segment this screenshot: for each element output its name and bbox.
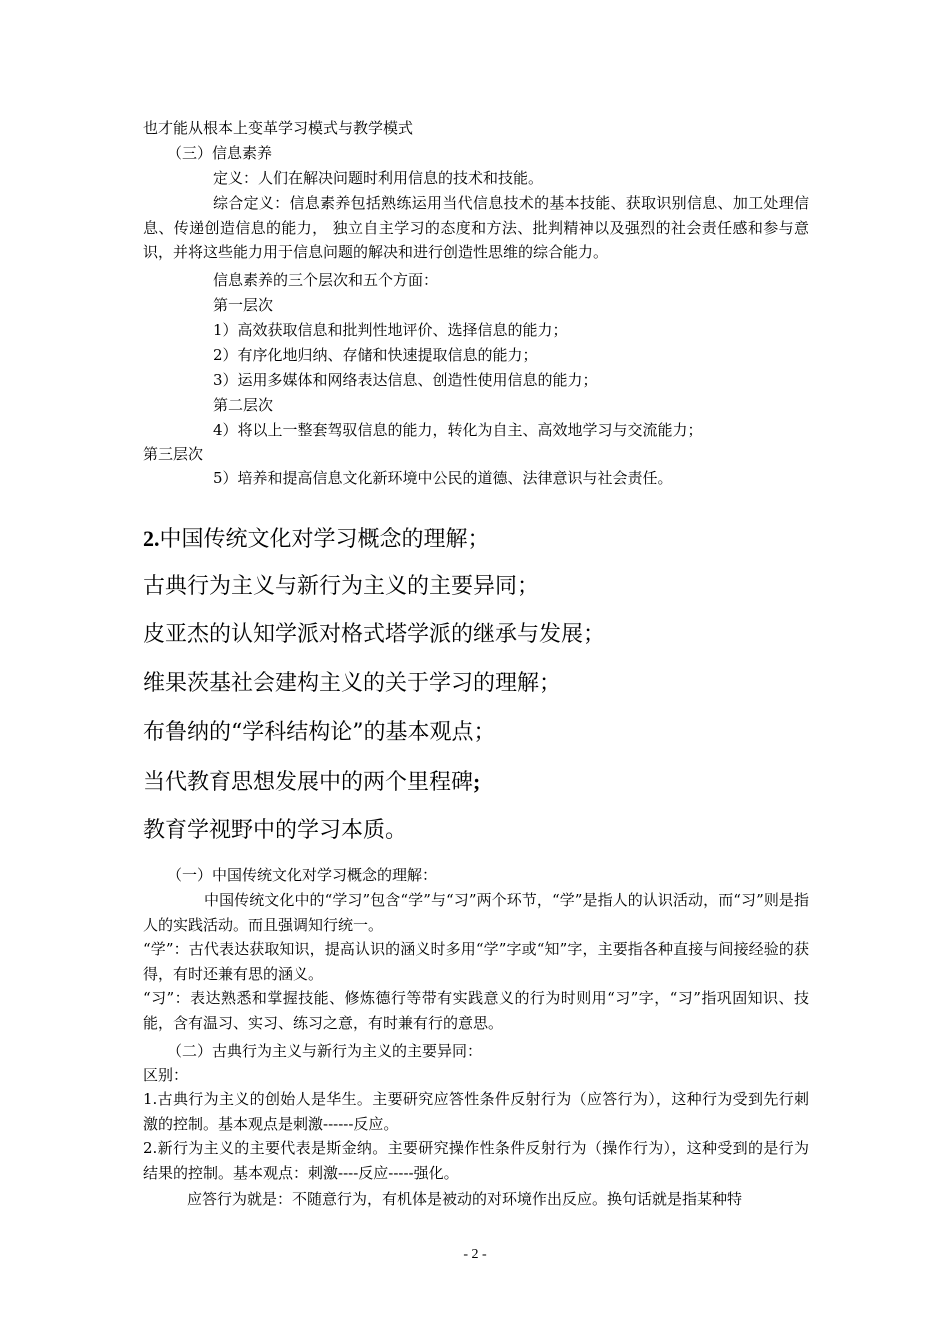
section-heading-traditional: （一）中国传统文化对学习概念的理解： [167,866,438,884]
level-item: 2）有序化地归纳、存储和快速提取信息的能力； [213,346,538,364]
paragraph: 1.古典行为主义的创始人是华生。主要研究应答性条件反射行为（应答行为），这种行为受到先行刺激的控制。基本观点是刺激------反应。 [143,1090,809,1133]
question-heading: 布鲁纳的“学科结构论”的基本观点； [143,720,496,745]
section-heading-info-literacy: （三）信息素养 [167,144,273,162]
level-item: 5）培养和提高信息文化新环境中公民的道德、法律意识与社会责任。 [213,469,673,487]
question-number: 2. [143,526,160,551]
levels-intro: 信息素养的三个层次和五个方面： [213,271,439,289]
question-heading [143,524,490,555]
composite-definition: 综合定义：信息素养包括熟练运用当代信息技术的基本技能、获取识别信息、加工处理信息、传递创造信息的能力， 独立自主学习的态度和方法、批判精神以及强烈的社会责任感和参与意识，并将这些能力用于信息问题的解决和进行创造性思维的综合能力。 [143,194,809,261]
level-item: 3）运用多媒体和网络表达信息、创造性使用信息的能力； [213,371,598,389]
paragraph: “习”：表达熟悉和掌握技能、修炼德行等带有实践意义的行为时则用“习”字，“习”指巩固知识、技能，含有温习、实习、练习之意，有时兼有行的意思。 [143,989,809,1032]
text-line: 也才能从根本上变革学习模式与教学模式 [143,119,414,137]
paragraph: 2.新行为主义的主要代表是斯金纳。主要研究操作性条件反射行为（操作行为），这种受到的是行为结果的控制。基本观点：刺激----反应-----强化。 [143,1139,809,1182]
level-three-label: 第三层次 [143,445,204,463]
level-item: 1）高效获取信息和批判性地评价、选择信息的能力； [213,321,568,339]
question-text: 当代教育思想发展中的两个里程碑 [143,770,474,795]
definition-line: 定义：人们在解决问题时利用信息的技术和技能。 [213,169,544,187]
level-item: 4）将以上一整套驾驭信息的能力，转化为自主、高效地学习与交流能力； [213,421,703,439]
level-one-label: 第一层次 [213,296,274,314]
question-heading: 教育学视野中的学习本质。 [143,818,408,843]
question-semicolon: ; [473,769,481,794]
question-heading: 古典行为主义与新行为主义的主要异同； [143,574,540,599]
question-heading [143,767,480,798]
question-text: 中国传统文化对学习概念的理解； [159,527,490,552]
question-heading: 维果茨基社会建构主义的关于学习的理解； [143,671,562,696]
question-heading: 皮亚杰的认知学派对格式塔学派的继承与发展； [143,622,606,647]
level-two-label: 第二层次 [213,396,274,414]
paragraph: 中国传统文化中的“学习”包含“学”与“习”两个环节，“学”是指人的认识活动，而“习”则是指人的实践活动。而且强调知行统一。 [143,891,809,934]
text-line: 应答行为就是：不随意行为，有机体是被动的对环境作出反应。换句话就是指某种特 [187,1190,743,1208]
section-heading-behaviorism: （二）古典行为主义与新行为主义的主要异同： [167,1042,483,1060]
difference-label: 区别： [143,1066,189,1084]
page-number: - 2 - [463,1247,487,1262]
paragraph: “学”：古代表达获取知识，提高认识的涵义时多用“学”字或“知”字，主要指各种直接与间接经验的获得，有时还兼有思的涵义。 [143,940,809,983]
